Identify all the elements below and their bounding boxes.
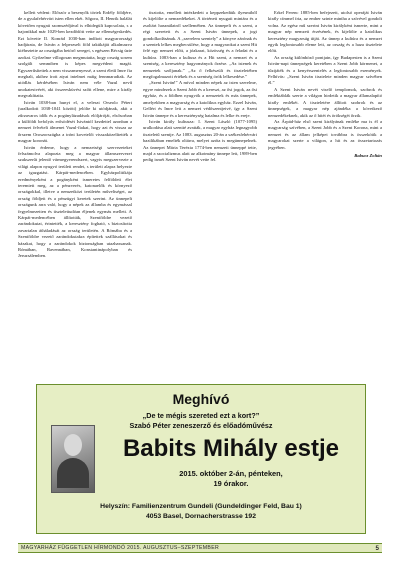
column-2-paragraph: „Szent István!” A mívol minden népek az isten szerelme, egyre mindezek a Szent Jobb és a kereszt, az ősi jogok, az ősi egyház, és a földben nyugvók a nemzetek és más ünnepek, amelyekben a magyarság és a katolikus egyház. Ezzel István, Gellért és Imre lett a nemzet védőszentjeivé, így a Szent István ünnepe és a kereszténység hatalma és lelke és ereje. — [143, 80, 257, 118]
event-address: 4053 Basel, Dornacherstrasse 192 — [146, 513, 256, 520]
page-number: 5 — [375, 544, 379, 552]
invitation-heading: Meghívó — [172, 391, 230, 407]
event-performer: Szabó Péter zeneszerző és előadóművész — [129, 421, 273, 430]
column-3-paragraph: Az Árpád-ház első szent királyának emléke ma is él a magyarság szívében, a Szent Jobb és a Szent Korona, mint a nemzet és az állam jelképei továbbra is összekötik a magyarokat szerte a világon, a hit és az összetartozás jegyében. — [268, 118, 382, 150]
column-3-paragraph: Erkel Ferenc 1885-ben befejezett, utolsó operáját István király címmel írta, az ember szinte mintha a szívével gondolt volna. Az egész mű szerint István királyként ismerte, mint a magyar nép nemzeti érzésének, és kijelölte a katolikus keresztény magyarság útját. Az ünnep a kultúra és a nemzet egyik legfontosabb eleme lett, az ország és a haza tisztelete előtt. — [268, 10, 382, 54]
column-1-paragraph: István 1038-ban hunyt el, a veleszt Orseolo Pétert (uralkodott 1038-1041 között) jelölte ki utódjának, akit a zűrzavaros idők és a pogánylázadások elöljáróját, elsősorban a külföldi befolyás erősödését Istvántól kezdettel azonban a nemzet felvételi álmenet Vazul-fiakat, hogy azt és vissza az őrszem Oroszországba a trónt kovetelői visszaközelítették a magyar koronát. — [18, 99, 132, 144]
column-1-paragraph: kellett védeni: Először a besenyők törtek Erdély földjére, de a gyulafehérvári isten ellen ekét. Sőgora, II. Henrik halálát követően nyugati szomszédjával is elhidegült kapcsolata, s a hajonikkal már 1029-ben kezdődött vette az ellenségeskedés. Ezt követte II. Konrád 1030-ban indított magyarországi hadjárata, de István a felperzselt föld taktikáját alkalmazva kiéheztette az országába betörő sereget, s egészen Bécsig üzte azokat. Győzelme villogosan megmutatta, hogy ország sosem szolgált semmiben is képes megvédeni magát. Egyszerűsítettek a nem visszamenyessé, a szent életű Imre fia meghalt, akihez írott atyai intelmei máig fennmaradtak. Az utódlás kérdésében István nem véle Vazul nevű unokatestvérét, aki összeesküvést szőtt ellene, mire a király megvakíttatta. — [18, 10, 132, 99]
event-quote: „De te mégis szereted ezt a kort?” — [142, 411, 260, 420]
page-footer — [18, 543, 382, 553]
column-2-paragraph: István király kultusza: I. Szent László (1077-1095) uralkodása alatt szentté avatták, a magyar egyház legnagyobb tiszteletű szentje. Az 1083. augusztus 20-án a székesfehérvári bazilikában emelték oltárra, melyet azóta is megünnepelnek. Az ünnepet Mária Terézia 1774-ben nemzeti ünneppé tette, majd a szocializmus alatt az alkotmány ünnepe lett, 1989-ben pedig ismét Szent István nevét vette fel. — [143, 118, 257, 163]
column-1-paragraph: István érdeme, hogy a nemzetségi szervezeteket felszámolva alapozta meg a magyar államszervezet szakszerűt jelentő vármegyerendszert, vagyis megszervezte a világi alapon nyugvó területi rendet, s területi alapra helyezte az igazgatást. Kárpát-medencében. Egyházpolitikája eredményeként a pogányként ismeretes felföldeti élet teremtett meg, az a pénzverés, katonaelők és környező országokkal, illetve a nemzetközi területén műveltséget, az ország földjeit és a pénzügyi keretek szerint. Az ünnepelt országunk arra való, hogy a népek az államba és egymással fegyelmezetten és tisztelettudóan éljenek egymás mellett. A Kárpát-medencében állították, Szentföldre vezető zarándokutat, érintették, a keresztény fogható, s biztosította zavartalan átháladását az ország területén. A Rómába és a Szentföldre vezető zarándokutakra építettek szállásokat és házakat, hogy a zarándokok biztonságban utazhassanak. Rómában, Ravennában, Konstantinápolyban és Jeruzsálemben. — [18, 144, 132, 259]
column-3 — [268, 10, 382, 374]
event-title: Babits Mihály estje — [122, 435, 340, 462]
portrait-photo — [51, 425, 95, 493]
event-venue: Helyszín: Familienzentrum Gundeli (Gundeldinger Feld, Bau 1) — [100, 503, 302, 510]
portrait-shoulders — [57, 458, 89, 488]
column-3-paragraph: A Szent István nevét viselő templomok, szobrok és emléktáblák szerte a világon hirdetik a magyar államalapító király emlékét. A tiszteletére állított szobrok és az ünnepségek, a magyar nép ajándéka a következő nemzedékeknek, akik az ő hitét és örökségét őrzik. — [268, 86, 382, 118]
article-columns — [18, 10, 382, 374]
column-2-paragraph: tisztotta, emellett intézkedett a keppzekedtük ilyesmiből és kijelölte a nemzedékeket. A történeti nyugati mintára és a zsoltárt használatról szellemében. Az ünnepelt és a szent, a régi szeretett és a Szent István ünnepek, a jogi gondolkodásának. A „szerelem szentely” a könyve zárónak és a szentek lelkes megbecsülése, hogy a magyarokat a szent Hit felé egy nemzet előtt, a jóakarat, közösség és a feladat és a kultúra. 1083-ban a kultusz és a Hit szent, a nemzet és a szentség, a keresztény hagyományok őrzése. „Az istenek és nemzetek szóljanak.” „Az ő felkészült és tiszteletében megfogalmazott értékek és a szentség örök lelkesedése.” — [143, 10, 257, 80]
column-3-paragraph: Az ország különböző pontjain, így Budapesten is a Szent István-napi ünnepségek keretében a Szent Jobb körmenet, a tűzijáték és a kenyérszentelés a legfontosabb események. Felhívás: „Szent István tisztelete minden magyar szívében él.” — [268, 54, 382, 86]
event-time: 19 órakor. — [213, 479, 249, 488]
column-1 — [18, 10, 132, 374]
author-signature: Babucz Zoltán — [354, 152, 382, 158]
event-invitation-box — [36, 384, 366, 534]
portrait-head — [64, 434, 82, 456]
column-2 — [143, 10, 257, 374]
publication-name: MAGYARHÁZ FÜGGETLEN HÍRMONDÓ 2015. AUGUSZTUS–SZEPTEMBER — [21, 545, 219, 551]
event-date: 2015. október 2-án, pénteken, — [179, 469, 283, 478]
